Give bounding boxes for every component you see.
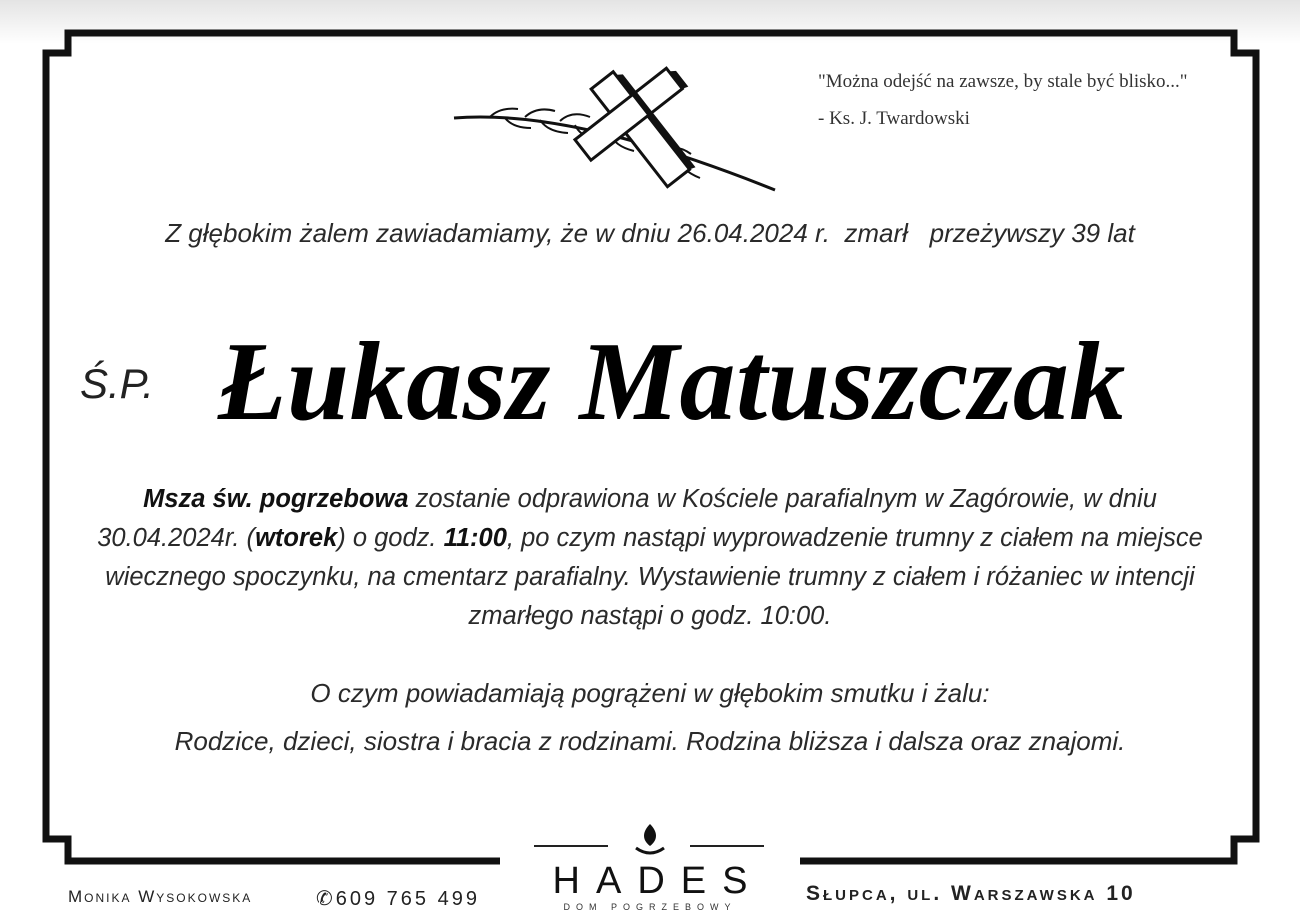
contact-name: Monika Wysokowska xyxy=(68,887,253,906)
mass-time: 11:00 xyxy=(443,524,507,552)
mass-day: wtorek xyxy=(255,524,338,552)
name-prefix: Ś.P. xyxy=(80,360,154,407)
mass-lead: Msza św. pogrzebowa xyxy=(143,485,409,513)
cross-with-palm-branch-icon xyxy=(450,62,780,197)
funeral-home-address: Słupca, ul. Warszawska 10 xyxy=(806,882,1136,905)
funeral-home-logo xyxy=(532,818,768,918)
quote-author: - Ks. J. Twardowski xyxy=(818,108,970,129)
flame-icon xyxy=(532,818,768,862)
mass-text-3: , po czym nastąpi wyprowadzenie trumny z ciałem na miejsce wiecznego spoczynku, na cmentarz parafialny. Wystawienie trumny z ciałem i różaniec w intencji zmarłego nastąpi o godz. 10:00. xyxy=(105,524,1203,630)
deceased-name: Łukasz Matuszczak xyxy=(218,320,1126,444)
funeral-mass-info xyxy=(80,480,1220,636)
logo-title: HADES xyxy=(552,860,764,902)
death-announcement-intro: Z głębokim żalem zawiadamiamy, że w dniu 26.04.2024 r. zmarł przeżywszy 39 lat xyxy=(165,218,1135,248)
contact-phone: ✆609 765 499 xyxy=(316,888,480,910)
mass-text-1: zostanie odprawiona w Kościele parafialnym w Zagórowie, w dniu 30.04.2024r. ( xyxy=(97,485,1157,552)
logo-subtitle: DOM POGRZEBOWY xyxy=(563,902,737,912)
mass-text-2: ) o godz. xyxy=(337,524,444,552)
quote-text: "Można odejść na zawsze, by stale być blisko..." xyxy=(818,71,1188,92)
mourners-intro: O czym powiadamiają pogrążeni w głębokim smutku i żalu: xyxy=(310,678,990,708)
quote-block xyxy=(818,68,1238,132)
mourners-list: Rodzice, dzieci, siostra i bracia z rodzinami. Rodzina bliższa i dalsza oraz znajomi. xyxy=(174,726,1126,756)
